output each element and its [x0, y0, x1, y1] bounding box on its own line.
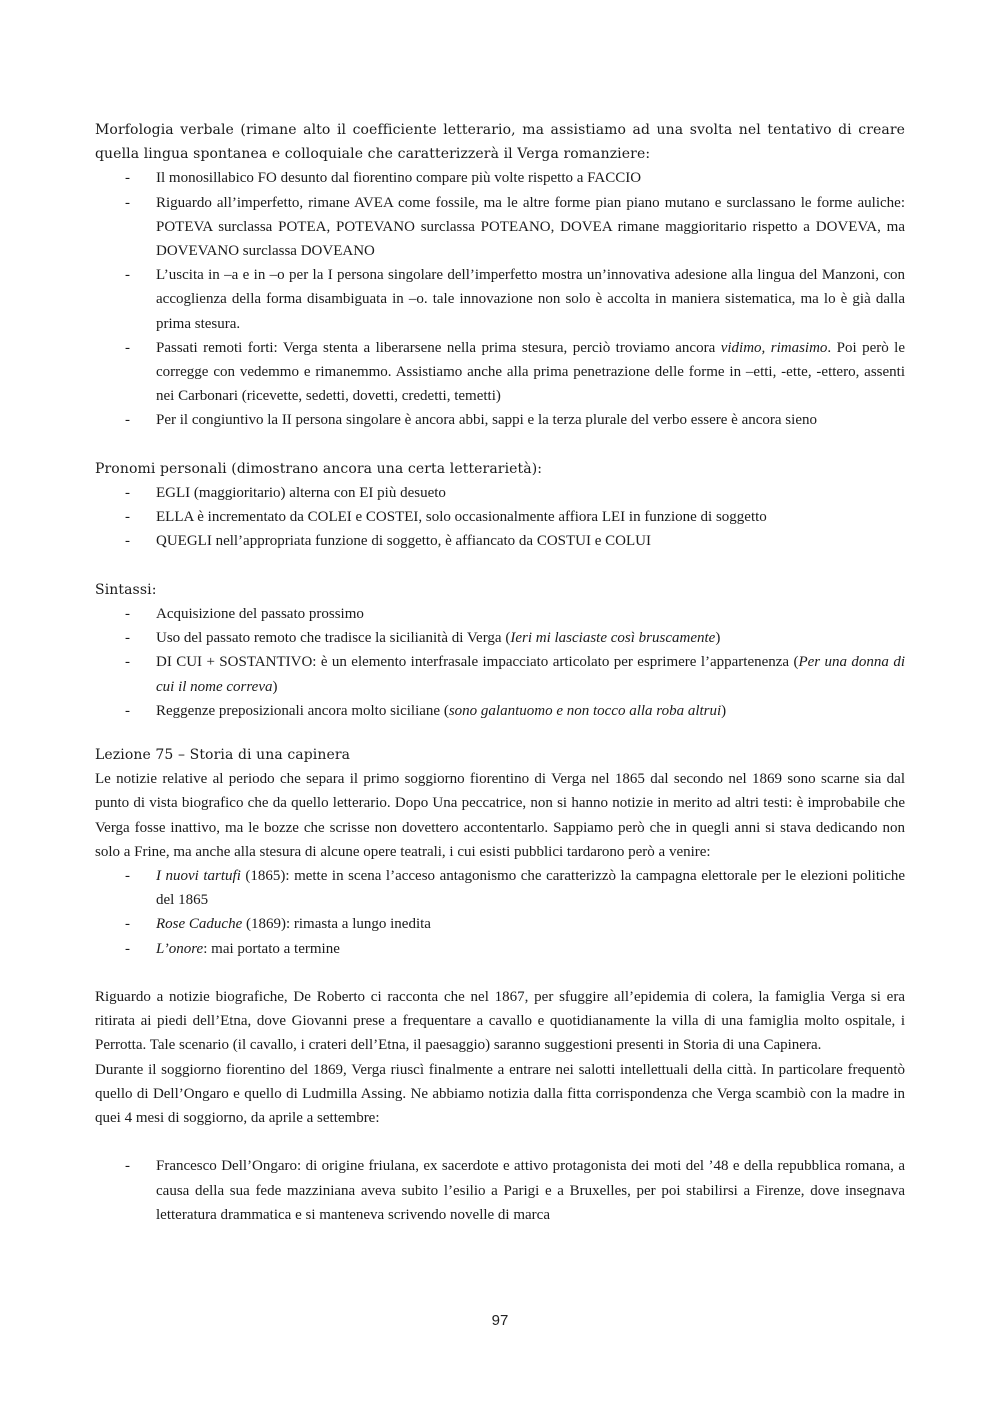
list-item	[95, 1154, 905, 1227]
item-text: DI CUI + SOSTANTIVO: è un elemento interfrasale impacciato articolato per esprimere l’appartenenza (	[156, 654, 799, 671]
pronomi-intro: Pronomi personali (dimostrano ancora una certa letterarietà):	[95, 460, 543, 477]
morfologia-list	[95, 166, 905, 432]
bullet-dash: -	[125, 194, 130, 211]
item-italic: Ieri mi lasciaste così bruscamente	[510, 630, 716, 647]
bullet-dash: -	[125, 170, 130, 187]
item-text: Riguardo all’imperfetto, rimane AVEA come fossile, ma le altre forme pian piano mutano e surclassano le forme auliche: POTEVA surclassa POTEA, POTEVANO surclassa POTEANO, DOVEA rimane maggioritario rispetto a DOVEVA, ma DOVEVANO surclassa DOVEANO	[156, 194, 905, 260]
pronomi-list	[95, 481, 905, 554]
list-item	[95, 191, 905, 264]
bullet-dash: -	[125, 267, 130, 284]
item-text: Uso del passato remoto che tradisce la sicilianità di Verga (	[156, 630, 511, 647]
item-text: Reggenze preposizionali ancora molto siciliane (	[156, 702, 449, 719]
item-italic: I nuovi tartufi	[156, 868, 241, 885]
list-item	[95, 166, 905, 190]
bullet-dash: -	[125, 339, 130, 356]
spacer	[95, 723, 905, 743]
list-item	[95, 864, 905, 912]
list-item	[95, 263, 905, 336]
biografia-paragraph-2: Durante il soggiorno fiorentino del 1869, Verga riuscì finalmente a entrare nei salotti intellettuali della città. In particolare frequentò quello di Dell’Ongaro e quello di Ludmilla Assing. Ne abbiamo notizia dalla fitta corrispondenza che Verga scambiò con la madre in quei 4 mesi di soggiorno, da aprile a settembre:	[95, 1061, 905, 1127]
item-text: )	[721, 702, 727, 719]
item-text: QUEGLI nell’appropriata funzione di soggetto, è affiancato da COSTUI e COLUI	[156, 533, 651, 550]
item-text: L’uscita in –a e in –o per la I persona singolare dell’imperfetto mostra un’innovativa adesione alla lingua del Manzoni, con accoglienza della forma disambiguata in –o. tale innovazione non solo è accolta in maniera sistematica, ma lo è già dalla prima stesura.	[156, 267, 905, 332]
bullet-dash: -	[125, 940, 130, 957]
morfologia-intro: Morfologia verbale (rimane alto il coefficiente letterario, ma assistiamo ad una svolta nel tentativo di creare quella lingua spontanea e colloquiale che caratterizzerà il Verga romanziere:	[95, 122, 905, 163]
bullet-dash: -	[125, 485, 130, 502]
item-text: EGLI (maggioritario) alterna con EI più desueto	[156, 485, 446, 502]
biografia-paragraph-1: Riguardo a notizie biografiche, De Roberto ci racconta che nel 1867, per sfuggire all’epidemia di colera, la famiglia Verga si era ritirata ai piedi dell’Etna, dove Giovanni prese a frequentare a cavallo e quotidianamente la villa di una famiglia molto ospitale, i Perrotta. Tale scenario (il cavallo, i crateri dell’Etna, il paesaggio) saranno suggestioni presenti in Storia di una Capinera.	[95, 989, 905, 1054]
bullet-dash: -	[125, 868, 130, 885]
bullet-dash: -	[125, 916, 130, 933]
item-text: )	[715, 630, 721, 647]
list-item	[95, 602, 905, 626]
item-text: (1869): rimasta a lungo inedita	[242, 916, 431, 933]
item-text: )	[272, 678, 278, 695]
list-item	[95, 650, 905, 698]
bullet-dash: -	[125, 702, 130, 719]
spacer	[95, 1130, 905, 1154]
list-item	[95, 408, 905, 432]
spacer	[95, 554, 905, 578]
bullet-dash: -	[125, 654, 130, 671]
sintassi-list	[95, 602, 905, 723]
item-italic: L’onore	[156, 940, 204, 957]
biografia-list	[95, 1154, 905, 1227]
item-text: . Poi però le corregge con vedemmo e rimanemmo. Assistiamo anche alla prima penetrazione delle forme in –etti, -ette, -ettero, assenti nei Carbonari (ricevette, sedetti, dovetti, credetti, temetti)	[156, 339, 905, 405]
bullet-dash: -	[125, 606, 130, 623]
list-item	[95, 937, 905, 961]
bullet-dash: -	[125, 630, 130, 647]
item-italic: sono galantuomo e non tocco alla roba altrui	[448, 702, 722, 719]
list-item	[95, 505, 905, 529]
item-text: Il monosillabico FO desunto dal fiorentino compare più volte rispetto a FACCIO	[156, 170, 642, 187]
spacer	[95, 433, 905, 457]
page-body	[95, 118, 905, 1227]
item-italic: Rose Caduche	[156, 916, 243, 933]
spacer	[95, 961, 905, 985]
list-item	[95, 626, 905, 650]
page-number: 97	[491, 1312, 509, 1329]
lezione-title: Lezione 75 – Storia di una capinera	[95, 747, 351, 764]
list-item	[95, 529, 905, 553]
bullet-dash: -	[125, 412, 130, 429]
bullet-dash: -	[125, 533, 130, 550]
bullet-dash: -	[125, 1158, 130, 1175]
item-italic: Per una donna di cui il nome correva	[156, 654, 905, 695]
list-item	[95, 699, 905, 723]
item-text: Passati remoti forti: Verga stenta a liberarsene nella prima stesura, perciò troviamo ancora	[156, 339, 721, 356]
lezione-list	[95, 864, 905, 961]
list-item	[95, 481, 905, 505]
item-italic: vidimo, rimasimo	[720, 339, 828, 356]
item-text: ELLA è incrementato da COLEI e COSTEI, solo occasionalmente affiora LEI in funzione di soggetto	[156, 509, 767, 526]
item-text: Acquisizione del passato prossimo	[156, 606, 364, 623]
item-text: (1865): mette in scena l’acceso antagonismo che caratterizzò la campagna elettorale per le elezioni politiche del 1865	[156, 868, 906, 909]
list-item	[95, 336, 905, 409]
item-text: : mai portato a termine	[203, 940, 340, 957]
bullet-dash: -	[125, 509, 130, 526]
item-text: Per il congiuntivo la II persona singolare è ancora abbi, sappi e la terza plurale del verbo essere è ancora sieno	[156, 412, 817, 429]
sintassi-intro: Sintassi:	[95, 581, 157, 598]
item-text: Francesco Dell’Ongaro: di origine friulana, ex sacerdote e attivo protagonista dei moti del ’48 e della repubblica romana, a causa della sua fede mazziniana aveva subito l’esilio a Parigi e a Bruxelles, per poi stabilirsi a Firenze, dove insegnava letteratura drammatica e si manteneva scrivendo novelle di marca	[156, 1158, 905, 1223]
list-item	[95, 912, 905, 936]
lezione-paragraph: Le notizie relative al periodo che separa il primo soggiorno fiorentino di Verga nel 1865 dal secondo nel 1869 sono scarne sia dal punto di vista biografico che da quello letterario. Dopo Una peccatrice, non si hanno notizie in merito ad altri testi: è improbabile che Verga fosse inattivo, ma le bozze che scrisse non dovettero accontentarlo. Sappiamo però che in quegli anni si stava dedicando non solo a Frine, ma anche alla stesura di alcune opere teatrali, i cui esisti pubblici tardarono però a venire:	[95, 771, 905, 860]
